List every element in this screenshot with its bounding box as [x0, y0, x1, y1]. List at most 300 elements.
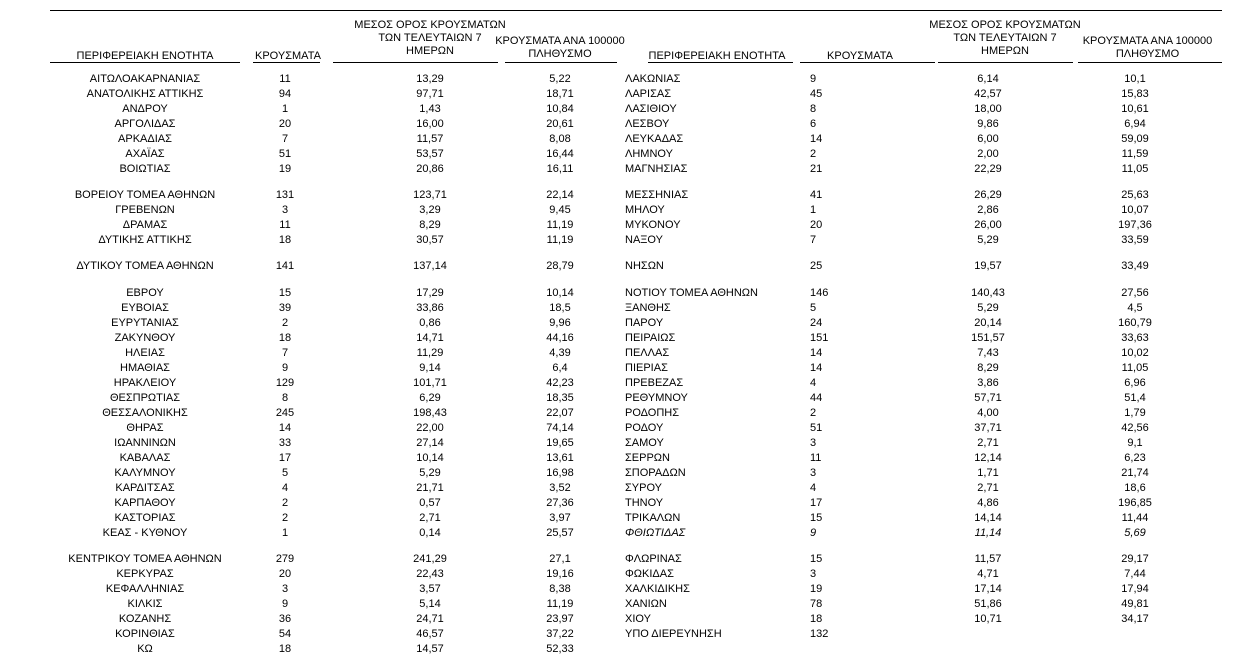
- avg-cell: 42,57: [974, 88, 1002, 100]
- cases-cell: 8: [281, 392, 289, 404]
- avg-cell: 4,71: [977, 568, 999, 580]
- cases-cell: 131: [275, 189, 295, 201]
- table-row: [50, 132, 1222, 147]
- cases-cell: 4: [810, 482, 817, 494]
- header-left-per-line1: ΚΡΟΥΣΜΑΤΑ ΑΝΑ 100000: [495, 35, 625, 47]
- cases-cell: 3: [281, 204, 289, 216]
- cases-cell: 2: [281, 317, 289, 329]
- avg-cell: 8,29: [419, 219, 441, 231]
- cases-cell: 141: [275, 260, 295, 272]
- per-100k-cell: 33,49: [1121, 260, 1149, 272]
- avg-cell: 4,00: [977, 407, 999, 419]
- per-100k-cell: 16,44: [546, 148, 574, 160]
- per-100k-cell: 5,69: [1124, 527, 1146, 539]
- per-100k-cell: 59,09: [1121, 133, 1149, 145]
- region-cell: ΑΙΤΩΛΟΑΚΑΡΝΑΝΙΑΣ: [89, 73, 201, 85]
- region-cell: ΔΥΤΙΚΟΥ ΤΟΜΕΑ ΑΘΗΝΩΝ: [76, 260, 214, 272]
- per-100k-cell: 196,85: [1118, 497, 1152, 509]
- avg-cell: 3,57: [419, 583, 441, 595]
- region-cell: ΛΗΜΝΟΥ: [625, 148, 673, 160]
- avg-cell: 22,29: [974, 163, 1002, 175]
- cases-table: [50, 10, 1222, 655]
- avg-cell: 6,29: [419, 392, 441, 404]
- per-100k-cell: 6,96: [1124, 377, 1146, 389]
- table-row: [50, 612, 1222, 627]
- table-row: [50, 147, 1222, 162]
- region-cell: ΚΕΡΚΥΡΑΣ: [116, 568, 174, 580]
- region-cell: ΕΥΡΥΤΑΝΙΑΣ: [111, 317, 179, 329]
- region-cell: ΝΗΣΩΝ: [625, 260, 664, 272]
- table-row: [50, 203, 1222, 218]
- cases-cell: 151: [810, 332, 829, 344]
- region-cell: ΜΕΣΣΗΝΙΑΣ: [625, 189, 689, 201]
- region-cell: ΠΡΕΒΕΖΑΣ: [625, 377, 684, 389]
- cases-cell: 9: [810, 527, 817, 539]
- cases-cell: 15: [278, 287, 292, 299]
- per-100k-cell: 11,44: [1121, 512, 1149, 524]
- avg-cell: 2,86: [977, 204, 999, 216]
- table-row: [50, 301, 1222, 316]
- table-row: [50, 233, 1222, 248]
- region-cell: ΛΕΣΒΟΥ: [625, 118, 670, 130]
- cases-cell: 9: [810, 73, 817, 85]
- avg-cell: 13,29: [416, 73, 444, 85]
- avg-cell: 1,43: [419, 103, 441, 115]
- region-cell: ΖΑΚΥΝΘΟΥ: [114, 332, 176, 344]
- cases-cell: 15: [810, 512, 823, 524]
- region-cell: ΠΕΛΛΑΣ: [625, 347, 670, 359]
- avg-cell: 37,71: [974, 422, 1002, 434]
- avg-cell: 14,57: [416, 643, 444, 655]
- avg-cell: 5,14: [419, 598, 441, 610]
- per-100k-cell: 22,07: [546, 407, 574, 419]
- per-100k-cell: 7,44: [1124, 568, 1146, 580]
- region-cell: ΠΙΕΡΙΑΣ: [625, 362, 668, 374]
- cases-cell: 2: [810, 148, 817, 160]
- table-row: [50, 406, 1222, 421]
- region-cell: ΒΟΙΩΤΙΑΣ: [119, 163, 171, 175]
- avg-cell: 2,71: [977, 482, 999, 494]
- per-100k-cell: 10,61: [1121, 103, 1149, 115]
- per-100k-cell: 18,5: [549, 302, 571, 314]
- per-100k-cell: 160,79: [1118, 317, 1152, 329]
- per-100k-cell: 18,35: [546, 392, 574, 404]
- cases-cell: 7: [281, 133, 289, 145]
- header-left-avg-line2: ΤΩΝ ΤΕΛΕΥΤΑΙΩΝ 7: [378, 32, 482, 44]
- per-100k-cell: 8,08: [549, 133, 571, 145]
- region-cell: ΑΧΑΪΑΣ: [125, 148, 165, 160]
- per-100k-cell: 11,05: [1121, 163, 1149, 175]
- per-100k-cell: 28,79: [546, 260, 574, 272]
- per-100k-cell: 9,96: [549, 317, 571, 329]
- region-cell: ΝΑΞΟΥ: [625, 234, 663, 246]
- per-100k-cell: 11,05: [1121, 362, 1149, 374]
- region-cell: ΝΟΤΙΟΥ ΤΟΜΕΑ ΑΘΗΝΩΝ: [625, 287, 758, 299]
- rule-right-per: [1078, 62, 1222, 63]
- cases-cell: 279: [275, 553, 295, 565]
- cases-cell: 129: [275, 377, 295, 389]
- table-row: [50, 331, 1222, 346]
- per-100k-cell: 52,33: [546, 643, 574, 655]
- avg-cell: 46,57: [416, 628, 444, 640]
- avg-cell: 3,86: [977, 377, 999, 389]
- avg-cell: 0,57: [419, 497, 441, 509]
- per-100k-cell: 25,57: [546, 527, 574, 539]
- table-row: [50, 582, 1222, 597]
- cases-cell: 2: [281, 497, 289, 509]
- table-row: [50, 526, 1222, 541]
- table-row: [50, 481, 1222, 496]
- per-100k-cell: 21,74: [1121, 467, 1149, 479]
- cases-cell: 2: [810, 407, 817, 419]
- region-cell: ΚΑΒΑΛΑΣ: [119, 452, 171, 464]
- table-row: [50, 466, 1222, 481]
- region-cell: ΣΑΜΟΥ: [625, 437, 664, 449]
- header-right-region-label: ΠΕΡΙΦΕΡΕΙΑΚΗ ΕΝΟΤΗΤΑ: [648, 50, 786, 62]
- header-left-cases-label: ΚΡΟΥΣΜΑΤΑ: [255, 50, 321, 62]
- region-cell: ΤΗΝΟΥ: [625, 497, 664, 509]
- per-100k-cell: 74,14: [546, 422, 574, 434]
- header-right-cases-label: ΚΡΟΥΣΜΑΤΑ: [827, 50, 893, 62]
- avg-cell: 19,57: [974, 260, 1002, 272]
- region-cell: ΗΛΕΙΑΣ: [125, 347, 165, 359]
- avg-cell: 20,86: [416, 163, 444, 175]
- region-cell: ΣΕΡΡΩΝ: [625, 452, 670, 464]
- cases-cell: 3: [810, 467, 817, 479]
- cases-cell: 3: [810, 568, 817, 580]
- table-row: [50, 286, 1222, 301]
- table-row: [50, 162, 1222, 177]
- region-cell: ΧΑΝΙΩΝ: [625, 598, 667, 610]
- cases-cell: 5: [281, 467, 289, 479]
- cases-cell: 1: [281, 103, 289, 115]
- avg-cell: 53,57: [416, 148, 444, 160]
- per-100k-cell: 10,07: [1121, 204, 1149, 216]
- cases-cell: 245: [275, 407, 295, 419]
- table-row: [50, 436, 1222, 451]
- avg-cell: 11,57: [974, 553, 1002, 565]
- rule-left-per: [505, 62, 617, 63]
- table-row: [50, 552, 1222, 567]
- per-100k-cell: 13,61: [546, 452, 574, 464]
- avg-cell: 0,86: [419, 317, 441, 329]
- region-cell: ΑΝΑΤΟΛΙΚΗΣ ΑΤΤΙΚΗΣ: [86, 88, 204, 100]
- cases-cell: 39: [278, 302, 292, 314]
- region-cell: ΛΑΚΩΝΙΑΣ: [625, 73, 681, 85]
- per-100k-cell: 22,14: [546, 189, 574, 201]
- per-100k-cell: 197,36: [1118, 219, 1152, 231]
- avg-cell: 57,71: [974, 392, 1002, 404]
- cases-cell: 2: [281, 512, 289, 524]
- per-100k-cell: 23,97: [546, 613, 574, 625]
- avg-cell: 151,57: [971, 332, 1005, 344]
- cases-cell: 51: [810, 422, 823, 434]
- cases-cell: 18: [278, 643, 292, 655]
- per-100k-cell: 10,84: [546, 103, 574, 115]
- per-100k-cell: 18,6: [1124, 482, 1146, 494]
- avg-cell: 4,86: [977, 497, 999, 509]
- region-cell: ΡΕΘΥΜΝΟΥ: [625, 392, 688, 404]
- table-row: [50, 627, 1222, 642]
- avg-cell: 5,29: [977, 234, 999, 246]
- region-cell: ΔΡΑΜΑΣ: [122, 219, 168, 231]
- header-right-per-line2: ΠΛΗΘΥΣΜΟ: [1115, 48, 1180, 60]
- table-row: [50, 496, 1222, 511]
- cases-cell: 14: [810, 133, 823, 145]
- per-100k-cell: 11,19: [546, 219, 574, 231]
- region-cell: ΘΕΣΠΡΩΤΙΑΣ: [109, 392, 181, 404]
- avg-cell: 97,71: [416, 88, 444, 100]
- header-left-avg: [350, 19, 510, 58]
- region-cell: ΕΥΒΟΙΑΣ: [121, 302, 169, 314]
- per-100k-cell: 18,71: [546, 88, 574, 100]
- per-100k-cell: 15,83: [1121, 88, 1149, 100]
- per-100k-cell: 16,98: [546, 467, 574, 479]
- region-cell: ΜΗΛΟΥ: [625, 204, 665, 216]
- table-row: [50, 218, 1222, 233]
- region-cell: ΠΕΙΡΑΙΩΣ: [625, 332, 676, 344]
- cases-cell: 20: [278, 118, 292, 130]
- per-100k-cell: 20,61: [546, 118, 574, 130]
- table-row: [50, 597, 1222, 612]
- header-right-avg-line2: ΤΩΝ ΤΕΛΕΥΤΑΙΩΝ 7: [953, 32, 1057, 44]
- cases-cell: 18: [278, 332, 292, 344]
- table-row: [50, 391, 1222, 406]
- cases-cell: 9: [281, 598, 289, 610]
- avg-cell: 5,29: [977, 302, 999, 314]
- avg-cell: 17,14: [974, 583, 1002, 595]
- region-cell: ΚΑΡΔΙΤΣΑΣ: [115, 482, 175, 494]
- avg-cell: 10,14: [416, 452, 444, 464]
- per-100k-cell: 4,39: [549, 347, 571, 359]
- cases-cell: 18: [278, 234, 292, 246]
- avg-cell: 2,71: [977, 437, 999, 449]
- cases-cell: 44: [810, 392, 823, 404]
- table-row: [50, 642, 1222, 657]
- avg-cell: 16,00: [416, 118, 444, 130]
- avg-cell: 14,14: [974, 512, 1002, 524]
- avg-cell: 6,00: [977, 133, 999, 145]
- cases-cell: 14: [810, 362, 823, 374]
- avg-cell: 7,43: [977, 347, 999, 359]
- region-cell: ΜΑΓΝΗΣΙΑΣ: [625, 163, 688, 175]
- region-cell: ΑΝΔΡΟΥ: [122, 103, 168, 115]
- cases-cell: 94: [278, 88, 292, 100]
- region-cell: ΕΒΡΟΥ: [126, 287, 164, 299]
- header-left-avg-line1: ΜΕΣΟΣ ΟΡΟΣ ΚΡΟΥΣΜΑΤΩΝ: [354, 19, 506, 31]
- cases-cell: 20: [278, 568, 292, 580]
- region-cell: ΧΙΟΥ: [625, 613, 651, 625]
- cases-cell: 4: [810, 377, 817, 389]
- avg-cell: 8,29: [977, 362, 999, 374]
- per-100k-cell: 16,11: [546, 163, 574, 175]
- table-row: [50, 117, 1222, 132]
- per-100k-cell: 1,79: [1124, 407, 1146, 419]
- per-100k-cell: 19,16: [546, 568, 574, 580]
- cases-cell: 19: [278, 163, 292, 175]
- per-100k-cell: 34,17: [1121, 613, 1149, 625]
- cases-cell: 45: [810, 88, 823, 100]
- avg-cell: 22,00: [416, 422, 444, 434]
- region-cell: ΣΥΡΟΥ: [625, 482, 663, 494]
- avg-cell: 101,71: [413, 377, 447, 389]
- per-100k-cell: 6,23: [1124, 452, 1146, 464]
- avg-cell: 18,00: [974, 103, 1002, 115]
- per-100k-cell: 10,02: [1121, 347, 1149, 359]
- per-100k-cell: 42,23: [546, 377, 574, 389]
- rule-right-cases: [800, 62, 935, 63]
- avg-cell: 137,14: [413, 260, 447, 272]
- cases-cell: 41: [810, 189, 823, 201]
- rule-left-region: [50, 62, 240, 63]
- cases-cell: 18: [810, 613, 823, 625]
- per-100k-cell: 3,97: [549, 512, 571, 524]
- per-100k-cell: 5,22: [549, 73, 571, 85]
- cases-cell: 7: [281, 347, 289, 359]
- region-cell: ΦΛΩΡΙΝΑΣ: [625, 553, 682, 565]
- cases-cell: 54: [278, 628, 292, 640]
- table-row: [50, 72, 1222, 87]
- avg-cell: 3,29: [419, 204, 441, 216]
- cases-cell: 14: [278, 422, 292, 434]
- region-cell: ΓΡΕΒΕΝΩΝ: [115, 204, 175, 216]
- region-cell: ΚΕΑΣ - ΚΥΘΝΟΥ: [102, 527, 188, 539]
- per-100k-cell: 37,22: [546, 628, 574, 640]
- header-left-per: [495, 35, 625, 61]
- region-cell: ΚΑΣΤΟΡΙΑΣ: [114, 512, 176, 524]
- region-cell: ΜΥΚΟΝΟΥ: [625, 219, 681, 231]
- table-row: [50, 376, 1222, 391]
- per-100k-cell: 51,4: [1124, 392, 1146, 404]
- cases-cell: 20: [810, 219, 823, 231]
- avg-cell: 10,71: [974, 613, 1002, 625]
- avg-cell: 24,71: [416, 613, 444, 625]
- per-100k-cell: 19,65: [546, 437, 574, 449]
- cases-cell: 4: [281, 482, 289, 494]
- cases-cell: 51: [278, 148, 292, 160]
- avg-cell: 30,57: [416, 234, 444, 246]
- region-cell: ΚΕΦΑΛΛΗΝΙΑΣ: [105, 583, 185, 595]
- region-cell: ΑΡΓΟΛΙΔΑΣ: [114, 118, 176, 130]
- avg-cell: 123,71: [413, 189, 447, 201]
- per-100k-cell: 29,17: [1121, 553, 1149, 565]
- cases-cell: 19: [810, 583, 823, 595]
- table-row: [50, 259, 1222, 274]
- region-cell: ΗΡΑΚΛΕΙΟΥ: [113, 377, 177, 389]
- table-row: [50, 316, 1222, 331]
- rule-left-avg: [333, 62, 498, 63]
- cases-cell: 11: [279, 219, 291, 231]
- cases-cell: 14: [810, 347, 823, 359]
- cases-cell: 24: [810, 317, 823, 329]
- per-100k-cell: 6,4: [552, 362, 568, 374]
- avg-cell: 5,29: [419, 467, 441, 479]
- region-cell: ΚΑΛΥΜΝΟΥ: [114, 467, 176, 479]
- region-cell: ΚΟΡΙΝΘΙΑΣ: [115, 628, 175, 640]
- avg-cell: 17,29: [416, 287, 444, 299]
- region-cell: ΚΕΝΤΡΙΚΟΥ ΤΟΜΕΑ ΑΘΗΝΩΝ: [68, 553, 222, 565]
- region-cell: ΡΟΔΟΥ: [625, 422, 664, 434]
- per-100k-cell: 10,1: [1124, 73, 1146, 85]
- region-cell: ΦΘΙΩΤΙΔΑΣ: [625, 527, 686, 539]
- avg-cell: 26,00: [974, 219, 1002, 231]
- avg-cell: 198,43: [413, 407, 447, 419]
- table-row: [50, 511, 1222, 526]
- region-cell: ΤΡΙΚΑΛΩΝ: [625, 512, 681, 524]
- region-cell: ΛΑΡΙΣΑΣ: [625, 88, 672, 100]
- cases-cell: 5: [810, 302, 817, 314]
- avg-cell: 12,14: [974, 452, 1002, 464]
- per-100k-cell: 17,94: [1121, 583, 1149, 595]
- cases-cell: 36: [278, 613, 292, 625]
- per-100k-cell: 9,1: [1127, 437, 1143, 449]
- avg-cell: 9,14: [419, 362, 441, 374]
- region-cell: ΠΑΡΟΥ: [625, 317, 664, 329]
- per-100k-cell: 8,38: [549, 583, 571, 595]
- avg-cell: 241,29: [413, 553, 447, 565]
- region-cell: ΧΑΛΚΙΔΙΚΗΣ: [625, 583, 690, 595]
- per-100k-cell: 11,19: [546, 234, 574, 246]
- table-top-rule: [50, 10, 1222, 11]
- rule-left-cases: [253, 62, 320, 63]
- per-100k-cell: 25,63: [1121, 189, 1149, 201]
- cases-cell: 132: [810, 628, 829, 640]
- per-100k-cell: 10,14: [546, 287, 574, 299]
- region-cell: ΙΩΑΝΝΙΝΩΝ: [114, 437, 176, 449]
- table-row: [50, 451, 1222, 466]
- header-left-region-label: ΠΕΡΙΦΕΡΕΙΑΚΗ ΕΝΟΤΗΤΑ: [76, 50, 214, 62]
- table-row: [50, 421, 1222, 436]
- cases-cell: 1: [810, 204, 817, 216]
- avg-cell: 140,43: [971, 287, 1005, 299]
- table-row: [50, 346, 1222, 361]
- header-right-avg-line3: ΗΜΕΡΩΝ: [981, 45, 1029, 57]
- cases-cell: 7: [810, 234, 817, 246]
- cases-cell: 3: [281, 583, 289, 595]
- avg-cell: 2,71: [419, 512, 441, 524]
- per-100k-cell: 4,5: [1127, 302, 1143, 314]
- avg-cell: 1,71: [977, 467, 999, 479]
- table-row: [50, 188, 1222, 203]
- avg-cell: 14,71: [416, 332, 444, 344]
- region-cell: ΒΟΡΕΙΟΥ ΤΟΜΕΑ ΑΘΗΝΩΝ: [74, 189, 216, 201]
- avg-cell: 11,29: [416, 347, 444, 359]
- avg-cell: 0,14: [419, 527, 441, 539]
- cases-cell: 9: [281, 362, 289, 374]
- region-cell: ΛΕΥΚΑΔΑΣ: [625, 133, 684, 145]
- per-100k-cell: 42,56: [1121, 422, 1149, 434]
- cases-cell: 15: [810, 553, 823, 565]
- region-cell: ΦΩΚΙΔΑΣ: [625, 568, 674, 580]
- avg-cell: 51,86: [974, 598, 1002, 610]
- avg-cell: 2,00: [977, 148, 999, 160]
- per-100k-cell: 11,19: [546, 598, 574, 610]
- avg-cell: 22,43: [416, 568, 444, 580]
- header-left-avg-line3: ΗΜΕΡΩΝ: [406, 45, 454, 57]
- region-cell: ΘΗΡΑΣ: [126, 422, 164, 434]
- cases-cell: 17: [810, 497, 823, 509]
- per-100k-cell: 49,81: [1121, 598, 1149, 610]
- region-cell: ΑΡΚΑΔΙΑΣ: [118, 133, 172, 145]
- per-100k-cell: 27,36: [546, 497, 574, 509]
- table-row: [50, 567, 1222, 582]
- region-cell: ΚΑΡΠΑΘΟΥ: [114, 497, 176, 509]
- per-100k-cell: 9,45: [549, 204, 571, 216]
- region-cell: ΚΟΖΑΝΗΣ: [118, 613, 172, 625]
- per-100k-cell: 33,59: [1121, 234, 1149, 246]
- header-left-per-line2: ΠΛΗΘΥΣΜΟ: [528, 48, 592, 60]
- cases-cell: 33: [278, 437, 292, 449]
